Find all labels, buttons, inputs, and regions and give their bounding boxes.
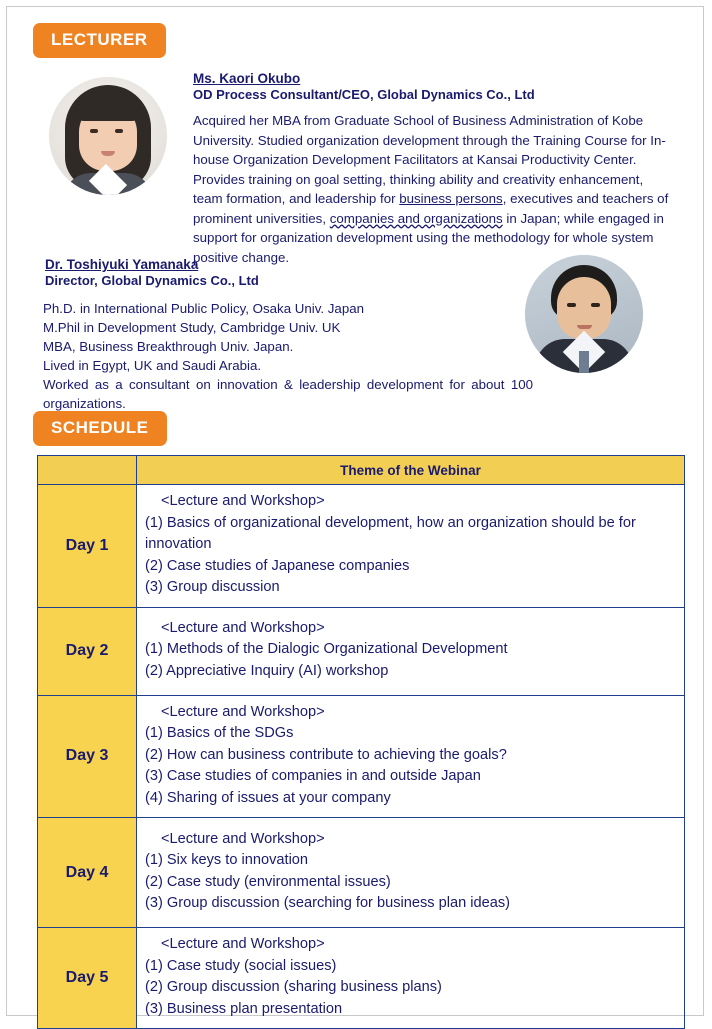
table-header-theme: Theme of the Webinar — [137, 456, 685, 485]
lecturer-1-bio-underlined: business persons — [399, 191, 503, 206]
lecturer-2-bio-line: M.Phil in Development Study, Cambridge Univ. UK — [43, 320, 341, 335]
portrait-eye-right — [115, 129, 123, 133]
lecturer-1-bio-squiggle: companies and organizations — [329, 210, 503, 226]
portrait-eye-left — [90, 129, 98, 133]
table-row — [38, 485, 685, 608]
lecturer-section-banner — [33, 23, 166, 58]
lecturer-2-title: Director, Global Dynamics Co., Ltd — [45, 273, 259, 288]
topic-item: (3) Case studies of companies in and outside Japan — [145, 768, 481, 784]
lecturer-2-bio-paragraph: Worked as a consultant on innovation & leadership development for about 100 organizations. — [43, 377, 533, 411]
topic-item: (1) Methods of the Dialogic Organizational Development — [145, 641, 508, 658]
portrait-tie — [579, 351, 589, 373]
topic-item: (3) Group discussion (searching for business plan ideas) — [145, 895, 511, 911]
lecturer-2-bio-line: Ph.D. in International Public Policy, Osaka Univ. Japan — [43, 301, 365, 316]
schedule-section-banner — [33, 411, 167, 446]
portrait-eye-right — [591, 303, 600, 307]
table-row — [38, 818, 685, 928]
lecturer-1-portrait-photo — [49, 77, 167, 195]
lecturer-2-bio-line: Lived in Egypt, UK and Saudi Arabia. — [43, 358, 262, 373]
lecturer-banner-label: LECTURER — [33, 23, 166, 58]
topic-item: (2) Appreciative Inquiry (AI) workshop — [145, 662, 389, 679]
topic-item: (1) Basics of the SDGs — [145, 725, 294, 741]
lecturer-2-bio — [43, 299, 533, 413]
portrait-face — [557, 277, 611, 339]
lecturer-1-name: Ms. Kaori Okubo — [193, 71, 301, 86]
lecturer-2-portrait-photo — [525, 255, 643, 373]
topic-item: (2) Case studies of Japanese companies — [145, 557, 410, 574]
lecturer-1-title: OD Process Consultant/CEO, Global Dynamics Co., Ltd — [193, 87, 535, 102]
topics-heading: <Lecture and Workshop> — [161, 493, 325, 509]
topic-item: (1) Case study (social issues) — [145, 957, 337, 974]
day-label: Day 5 — [38, 928, 137, 1029]
schedule-table — [37, 455, 685, 1029]
day-label: Day 2 — [38, 607, 137, 695]
topics-heading: <Lecture and Workshop> — [161, 936, 325, 952]
topic-item: (1) Basics of organizational development, how an organization should be for innovation — [145, 514, 636, 552]
lecturer-1-bio-part1: Acquired her MBA from Graduate School of Business Administration of Kobe University. Studied organization development through the Training Course for In-house Organization Development Facilitators at Kansai Productivity Center. Provides training on goal setting, thinking ability and creativity enhancement, team formation, and leadership for — [193, 113, 666, 206]
day-topics — [137, 607, 685, 695]
topic-item: (3) Business plan presentation — [145, 1000, 343, 1017]
lecturer-2-bio-line: MBA, Business Breakthrough Univ. Japan. — [43, 339, 294, 354]
lecturer-2-name: Dr. Toshiyuki Yamanaka — [45, 257, 199, 272]
topics-heading: <Lecture and Workshop> — [161, 830, 325, 847]
day-label: Day 4 — [38, 818, 137, 928]
topic-item: (2) Case study (environmental issues) — [145, 873, 391, 890]
day-label: Day 1 — [38, 485, 137, 608]
day-topics — [137, 695, 685, 818]
lecturer-1-bio — [193, 111, 671, 267]
lecturer-1-bio-part3: in Japan; while engaged in support for organization development using the methodology for whole system positive change. — [193, 210, 664, 265]
topic-item: (2) How can business contribute to achieving the goals? — [145, 746, 507, 763]
portrait-eye-left — [567, 303, 576, 307]
document-page — [6, 6, 704, 1016]
topic-item: (2) Group discussion (sharing business plans) — [145, 979, 442, 995]
lecturer-1-bio-part2: , executives and teachers of prominent universities, — [193, 191, 669, 226]
schedule-banner-label: SCHEDULE — [33, 411, 167, 446]
table-row — [38, 607, 685, 695]
topics-heading: <Lecture and Workshop> — [161, 703, 325, 720]
day-label: Day 3 — [38, 695, 137, 818]
topic-item: (1) Six keys to innovation — [145, 852, 309, 868]
table-row — [38, 928, 685, 1029]
topic-item: (3) Group discussion — [145, 579, 280, 595]
table-row — [38, 695, 685, 818]
table-header-row — [38, 456, 685, 485]
topic-item: (4) Sharing of issues at your company — [145, 789, 391, 806]
day-topics — [137, 485, 685, 608]
day-topics — [137, 928, 685, 1029]
portrait-mouth — [577, 325, 592, 329]
topics-heading: <Lecture and Workshop> — [161, 619, 325, 636]
table-corner-cell — [38, 456, 137, 485]
day-topics — [137, 818, 685, 928]
portrait-fringe — [75, 95, 141, 121]
